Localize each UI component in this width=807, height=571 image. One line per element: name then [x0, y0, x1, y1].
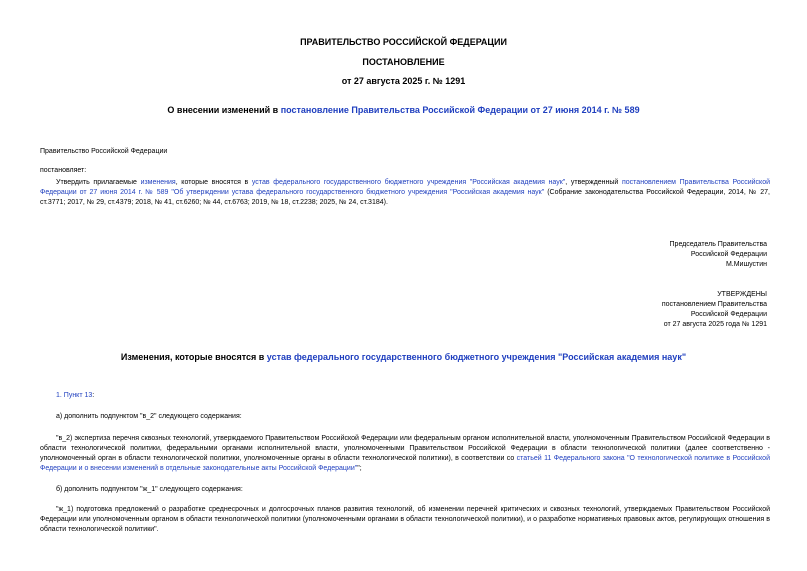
approved-block: УТВЕРЖДЕНЫ постановлением Правительства Российской Федерации от 27 августа 2025 года № 1291: [661, 291, 767, 328]
header-doc-type: ПОСТАНОВЛЕНИЕ: [362, 57, 445, 67]
charter-link[interactable]: устав федерального государственного бюджетного учреждения "Российская академия наук": [251, 179, 566, 186]
subitem-v2-text: "в_2) экспертиза перечня сквозных технологий, утверждаемого Правительством Российской Федерации или федеральным органом исполнительной власти, уполномоченным Правительством Российской Федерации в области технологической политики, федеральными органами исполнительной власти, уполномоченными Правительством Российской Федерации в области технологической политики (далее соответственно - уполномоченный орган в области технологической политики, уполномоченные органы в области технологической политики), в соответствии со статьей 11 Федерального закона "О технологической политике в Российской Федерации и о внесении изменений в отдельные законодательные акты Российской Федерации"";: [40, 435, 770, 472]
decree-word: постановляет:: [40, 167, 87, 174]
item-1: 1. Пункт 13:: [56, 392, 95, 399]
subitem-a: а) дополнить подпунктом "в_2" следующего содержания:: [56, 413, 242, 420]
signature-block: Председатель Правительства Российской Федерации М.Мишустин: [669, 241, 767, 268]
subitem-zh1-text: "ж_1) подготовка предложений о разработке среднесрочных и долгосрочных планов развития технологий, об изменении перечней критических и сквозных технологий, утверждаемых Правительством Российской Федерации или уполномоченным органом в области технологической политики (уполномоченными органами в области технологической политики), и о разработке нормативных правовых актов, регулирующих отношения в области технологической политики".: [40, 506, 770, 533]
changes-link[interactable]: изменения: [140, 179, 176, 186]
header-date-number: от 27 августа 2025 г. № 1291: [341, 76, 466, 86]
title-prefix: О внесении изменений в: [167, 105, 281, 115]
approval-paragraph: Утвердить прилагаемые изменения, которые вносятся в устав федерального государственного бюджетного учреждения "Российская академия наук", утвержденный постановлением Правительства Российской Федерации от 27 июня 2014 г. № 589 "Об утверждении устава федерального государственного бюджетного учреждения "Российская академия наук" (Собрание законодательства Российской Федерации, 2014, № 27, ст.3771; 2017, № 29, ст.4379; 2018, № 41, ст.6260; № 44, ст.6763; 2019, № 18, ст.2238; 2025, № 24, ст.3184).: [40, 179, 771, 206]
title-link[interactable]: постановление Правительства Российской Федерации от 27 июня 2014 г. № 589: [280, 105, 640, 115]
changes-title-link[interactable]: устав федерального государственного бюджетного учреждения "Российская академия наук": [266, 352, 687, 362]
document-title: [0, 105, 807, 115]
item-1-link[interactable]: 1. Пункт 13: [56, 392, 93, 399]
resolution-link[interactable]: постановлением Правительства Российской Федерации от 27 июня 2014 г. № 589 "Об утверждении устава федерального государственного бюджетного учреждения "Российская академия наук": [40, 179, 770, 196]
tech-policy-law-link[interactable]: статьей 11 Федерального закона "О технологической политике в Российской Федерации и о внесении изменений в отдельные законодательные акты Российской Федерации": [40, 455, 770, 472]
changes-title: Изменения, которые вносятся в устав федерального государственного бюджетного учреждения "Российская академия наук": [120, 352, 687, 362]
subitem-b: б) дополнить подпунктом "ж_1" следующего содержания:: [56, 486, 243, 493]
government-line: Правительство Российской Федерации: [40, 148, 168, 155]
header-government: ПРАВИТЕЛЬСТВО РОССИЙСКОЙ ФЕДЕРАЦИИ: [300, 37, 507, 47]
